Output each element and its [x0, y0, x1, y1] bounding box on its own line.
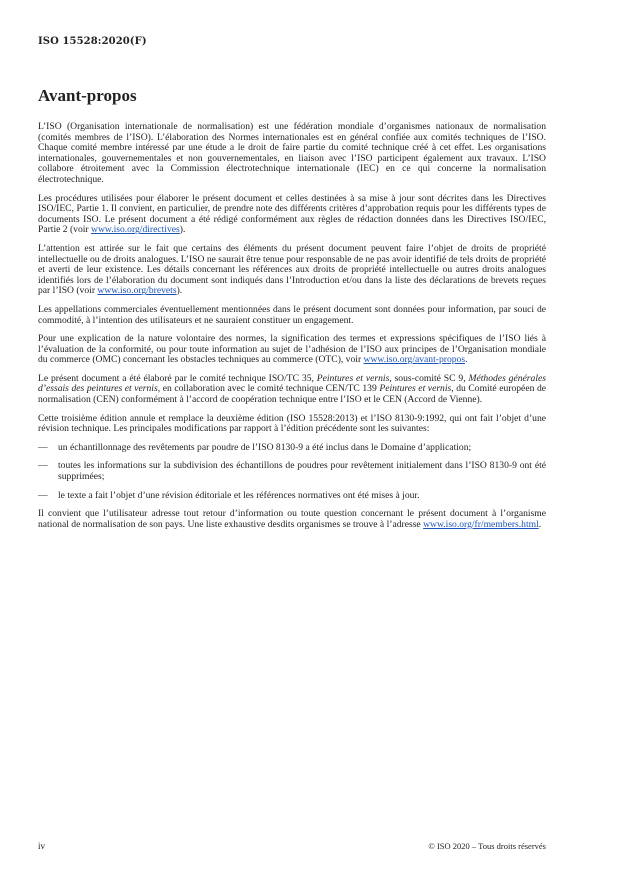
copyright-notice: © ISO 2020 – Tous droits réservés: [428, 841, 546, 851]
paragraph-committee: [38, 374, 546, 406]
dash-bullet: —: [38, 441, 48, 453]
dash-bullet: —: [38, 489, 48, 501]
committee-name: Peintures et vernis: [316, 372, 390, 384]
list-item: [38, 491, 546, 502]
paragraph-text: , sous-comité SC 9,: [389, 372, 469, 384]
paragraph-patents: [38, 244, 546, 297]
paragraph-text: , en collaboration avec le comité technique CEN/TC 139: [157, 383, 380, 395]
paragraph-feedback: [38, 509, 546, 530]
paragraph-text: L’ISO (Organisation internationale de normalisation) est une fédération mondiale d’organismes nationaux de normalisation (comités membres de l’ISO). L’élaboration des Normes internationales est en général confiée aux comités techniques de l’ISO. Chaque comité membre intéressé par une étude a le droit de faire partie du comité technique créé à cet effet. Les organisations internationales, gouvernementales et non gouvernementales, en liaison avec l’ISO participent également aux travaux. L’ISO collabore étroitement avec la Commission électrotechnique internationale (IEC) en ce qui concerne la normalisation électrotechnique.: [38, 121, 546, 185]
foreword-link[interactable]: www.iso.org/avant-propos: [363, 354, 466, 366]
document-body: [38, 122, 546, 538]
patents-link[interactable]: www.iso.org/brevets: [97, 285, 177, 297]
paragraph-voluntary-nature: [38, 334, 546, 366]
paragraph-text: Pour une explication de la nature volontaire des normes, la signification des termes et expressions spécifiques de l’ISO liés à l’évaluation de la conformité, ou pour toute information au sujet de l’adhésion de l’ISO aux principes de l’Organisation mondiale du commerce (OMC) concernant les obstacles techniques au commerce (OTC), voir: [38, 333, 546, 366]
paragraph-procedures: [38, 194, 546, 236]
paragraph-text: Il convient que l’utilisateur adresse tout retour d’information ou toute question concernant le présent document à l’organisme national de normalisation de son pays. Une liste exhaustive desdits organismes se trouve à l’adresse: [38, 508, 546, 530]
document-id: ISO 15528:2020(F): [38, 36, 147, 47]
paragraph-text: , du Comité européen de normalisation (CEN) conformément à l’accord de coopération technique entre l’ISO et le CEN (Accord de Vienne).: [38, 383, 547, 406]
list-item-text: toutes les informations sur la subdivision des échantillons de poudres pour revêtement initialement dans l’ISO 8130-9 ont été supprimées;: [58, 460, 546, 483]
members-link[interactable]: www.iso.org/fr/members.html: [423, 518, 539, 530]
list-item-text: le texte a fait l’objet d’une révision éditoriale et les références normatives ont été mises à jour.: [58, 489, 420, 501]
list-item-text: un échantillonnage des revêtements par poudre de l’ISO 8130-9 a été inclus dans le Domaine d’application;: [58, 441, 472, 453]
paragraph-text: L’attention est attirée sur le fait que certains des éléments du présent document peuvent faire l’objet de droits de propriété intellectuelle ou de droits analogues. L’ISO ne saurait être tenue pour responsable de ne pas avoir identifié de tels droits de propriété et averti de leur existence. Les détails concernant les références aux droits de propriété intellectuelle ou autres droits analogues identifiés lors de l’élaboration du document sont indiqués dans l’Introduction et/ou dans la liste des déclarations de brevets reçues par l’ISO (voir: [38, 242, 546, 297]
directives-link[interactable]: www.iso.org/directives: [91, 224, 180, 236]
paragraph-iso-intro: [38, 122, 546, 186]
dash-bullet: —: [38, 460, 48, 472]
paragraph-text: .: [465, 354, 468, 366]
paragraph-text: ).: [179, 224, 186, 236]
page-number: iv: [38, 841, 46, 851]
paragraph-edition: Cette troisième édition annule et remplace la deuxième édition (ISO 15528:2013) et l’ISO 8130-9:1992, qui ont fait l’objet d’une révision technique. Les principales modifications par rapport à l’édition précédente sont les suivantes:: [38, 412, 546, 435]
paragraph-text: .: [538, 518, 542, 530]
paragraph-text: Le présent document a été élaboré par le comité technique ISO/TC 35,: [38, 372, 317, 384]
paragraph-text: Les procédures utilisées pour élaborer le présent document et celles destinées à sa mise à jour sont décrites dans les Directives ISO/IEC, Partie 1. Il convient, en particulier, de prendre note des différents critères d’approbation requis pour les différents types de documents ISO. Le présent document a été rédigé conformément aux règles de rédaction données dans les Directives ISO/IEC, Partie 2 (voir: [38, 192, 546, 236]
subcommittee-name: Méthodes générales d’essais des peintures et vernis: [38, 372, 546, 395]
paragraph-text: ).: [176, 285, 183, 297]
list-item: [38, 443, 546, 454]
cen-committee-name: Peintures et vernis: [379, 383, 452, 395]
list-item: [38, 461, 546, 482]
paragraph-trade-names: [38, 305, 546, 326]
page-title: Avant-propos: [38, 86, 137, 105]
paragraph-text: Les appellations commerciales éventuellement mentionnées dans le présent document sont données pour information, par souci de commodité, à l’intention des utilisateurs et ne sauraient constituer un engagement.: [38, 303, 546, 326]
